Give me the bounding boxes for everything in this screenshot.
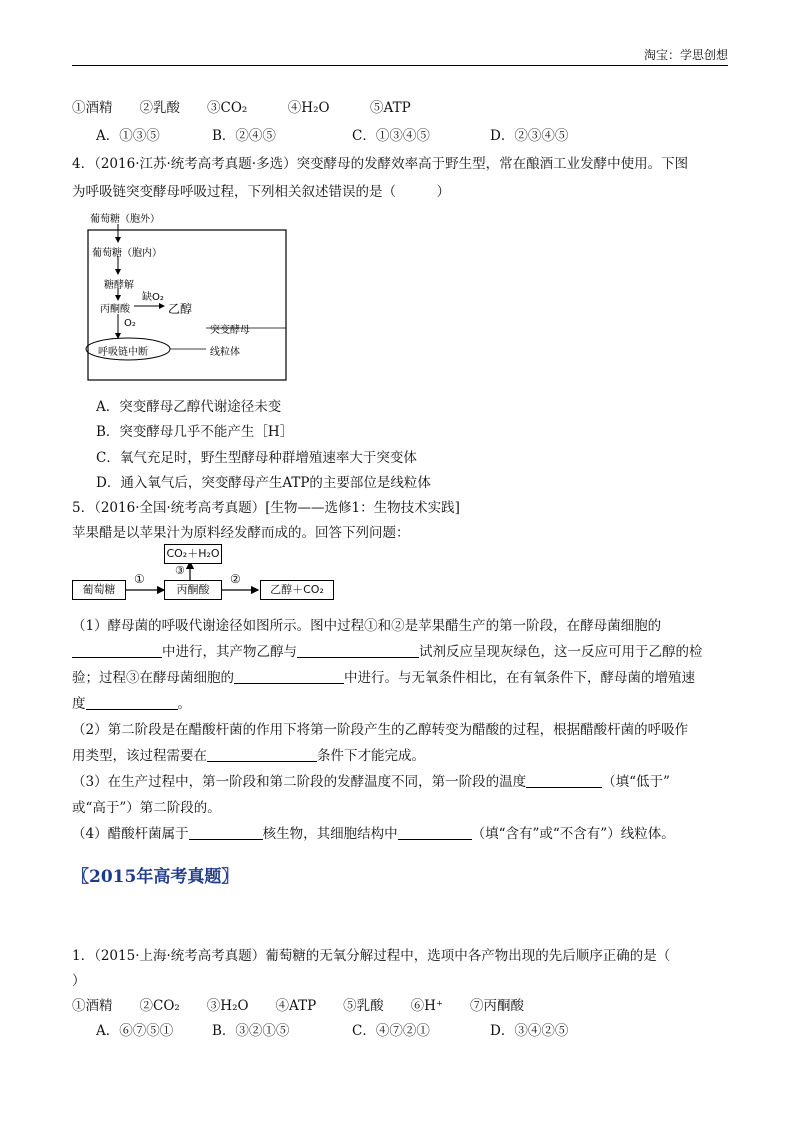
blank-4[interactable] — [86, 695, 178, 710]
q4-option-d: D．通入氧气后，突变酵母产生ATP的主要部位是线粒体 — [96, 475, 431, 491]
flow-box-glucose: 葡萄糖 — [72, 580, 126, 600]
q5-s1-c-text2: 中进行。与无氧条件相比，在有氧条件下，酵母菌的增殖速 — [344, 670, 695, 686]
q5-s4-text3: （填“含有”或“不含有”）线粒体。 — [471, 826, 675, 842]
q2015-1-option-a: A．⑥⑦⑤① — [96, 1023, 174, 1039]
header-rule — [72, 65, 728, 66]
q3-option-c: C．①③④⑤ — [352, 128, 430, 144]
diagram-lack-o2: 缺O₂ — [142, 292, 164, 303]
blank-7[interactable] — [189, 825, 263, 840]
q5-s1-d-text2: 。 — [177, 696, 191, 712]
q5-s1-d-text1: 度 — [72, 696, 86, 712]
diagram-mitochondria: 线粒体 — [210, 347, 240, 358]
q5-s2-b-text1: 用类型，该过程需要在 — [72, 748, 207, 764]
diagram-ethanol: 乙醇 — [168, 302, 193, 316]
q5-s1-b-text2: 试剂反应呈现灰绿色，这一反应可用于乙醇的检 — [419, 644, 703, 660]
diagram-glucose-inside: 葡萄糖（胞内） — [92, 248, 162, 259]
q3-option-a: A．①③⑤ — [96, 128, 160, 144]
q5-flow-diagram — [72, 542, 342, 604]
q5-s3-a-text2: （填“低于” — [602, 774, 670, 790]
blank-2[interactable] — [297, 643, 419, 658]
section-heading: 〖2015年高考真题〗 — [72, 867, 239, 887]
flow-box-ethanol-co2: 乙醇＋CO₂ — [260, 580, 334, 600]
q5-stem-line2: 苹果醋是以苹果汁为原料经发酵而成的。回答下列问题： — [72, 525, 410, 541]
q5-s1-c-text1: 验；过程③在酵母菌细胞的 — [72, 670, 234, 686]
q2015-1-option-b: B．③②①⑤ — [212, 1023, 290, 1039]
diagram-glucose-outside: 葡萄糖（胞外） — [90, 214, 160, 225]
q4-diagram — [88, 210, 288, 382]
q5-s4-line — [72, 822, 675, 842]
q5-s4-text1: （4）醋酸杆菌属于 — [72, 826, 189, 842]
header-text: 淘宝：学思创想 — [643, 48, 728, 62]
diagram-pyruvate: 丙酮酸 — [100, 304, 130, 315]
blank-5[interactable] — [207, 747, 317, 762]
q4-option-b: B．突变酵母几乎不能产生［H］ — [96, 424, 294, 440]
q5-s1-line-d — [72, 692, 191, 712]
q4-stem-line2: 为呼吸链突变酵母呼吸过程，下列相关叙述错误的是（ ） — [72, 184, 450, 200]
q5-s2-b-text2: 条件下才能完成。 — [317, 748, 425, 764]
q5-s2-line-a: （2）第二阶段是在醋酸杆菌的作用下将第一阶段产生的乙醇转变为醋酸的过程，根据醋酸杆菌的呼吸作 — [72, 722, 689, 738]
q5-s3-a-text1: （3）在生产过程中，第一阶段和第二阶段的发酵温度不同，第一阶段的温度 — [72, 774, 527, 790]
q2015-1-items: ①酒精 ②CO₂ ③H₂O ④ATP ⑤乳酸 ⑥H⁺ ⑦丙酮酸 — [72, 998, 525, 1014]
q5-s4-text2: 核生物，其细胞结构中 — [262, 826, 398, 842]
q3-items: ①酒精 ②乳酸 ③CO₂ ④H₂O ⑤ATP — [72, 100, 411, 116]
blank-1[interactable] — [72, 643, 162, 658]
blank-6[interactable] — [526, 773, 602, 788]
q4-option-a: A．突变酵母乙醇代谢途径未变 — [96, 399, 282, 415]
flow-label-3: ③ — [175, 564, 185, 577]
diagram-glycolysis: 糖酵解 — [104, 280, 134, 291]
flow-label-1: ① — [134, 572, 145, 586]
q5-s3-line-a — [72, 770, 670, 790]
blank-3[interactable] — [234, 669, 344, 684]
q2015-1-stem-line2: ） — [72, 973, 86, 989]
flow-box-co2-h2o: CO₂＋H₂O — [164, 544, 222, 564]
diagram-respiratory-chain: 呼吸链中断 — [98, 347, 148, 358]
q2015-1-option-c: C．④⑦②① — [352, 1023, 430, 1039]
q5-s1-line-c — [72, 666, 695, 686]
q3-option-b: B．②④⑤ — [212, 128, 276, 144]
q5-s2-line-b — [72, 744, 425, 764]
q5-s1-line-a: （1）酵母菌的呼吸代谢途径如图所示。图中过程①和②是苹果醋生产的第一阶段，在酵母菌细胞的 — [72, 618, 662, 634]
flow-box-pyruvate: 丙酮酸 — [164, 580, 222, 600]
q2015-1-stem-line1: 1．（2015·上海·统考高考真题）葡萄糖的无氧分解过程中，选项中各产物出现的先后顺序正确的是（ — [72, 948, 671, 964]
q3-option-d: D．②③④⑤ — [490, 128, 569, 144]
q5-s1-line-b — [72, 640, 703, 660]
q5-s3-line-b: 或“高于”）第二阶段的。 — [72, 800, 221, 816]
blank-8[interactable] — [398, 825, 472, 840]
q5-stem-line1: 5．（2016·全国·统考高考真题）[生物——选修1：生物技术实践] — [72, 500, 460, 516]
diagram-mutant-yeast: 突变酵母 — [210, 325, 250, 336]
flow-label-2: ② — [230, 572, 241, 586]
q4-option-c: C．氧气充足时，野生型酵母种群增殖速率大于突变体 — [96, 450, 417, 466]
diagram-o2: O₂ — [124, 318, 136, 329]
q4-stem-line1: 4．（2016·江苏·统考高考真题·多选）突变酵母的发酵效率高于野生型，常在酿酒工业发酵中使用。下图 — [72, 156, 689, 172]
q2015-1-option-d: D．③④②⑤ — [490, 1023, 569, 1039]
q5-s1-b-text1: 中进行，其产物乙醇与 — [162, 644, 297, 660]
